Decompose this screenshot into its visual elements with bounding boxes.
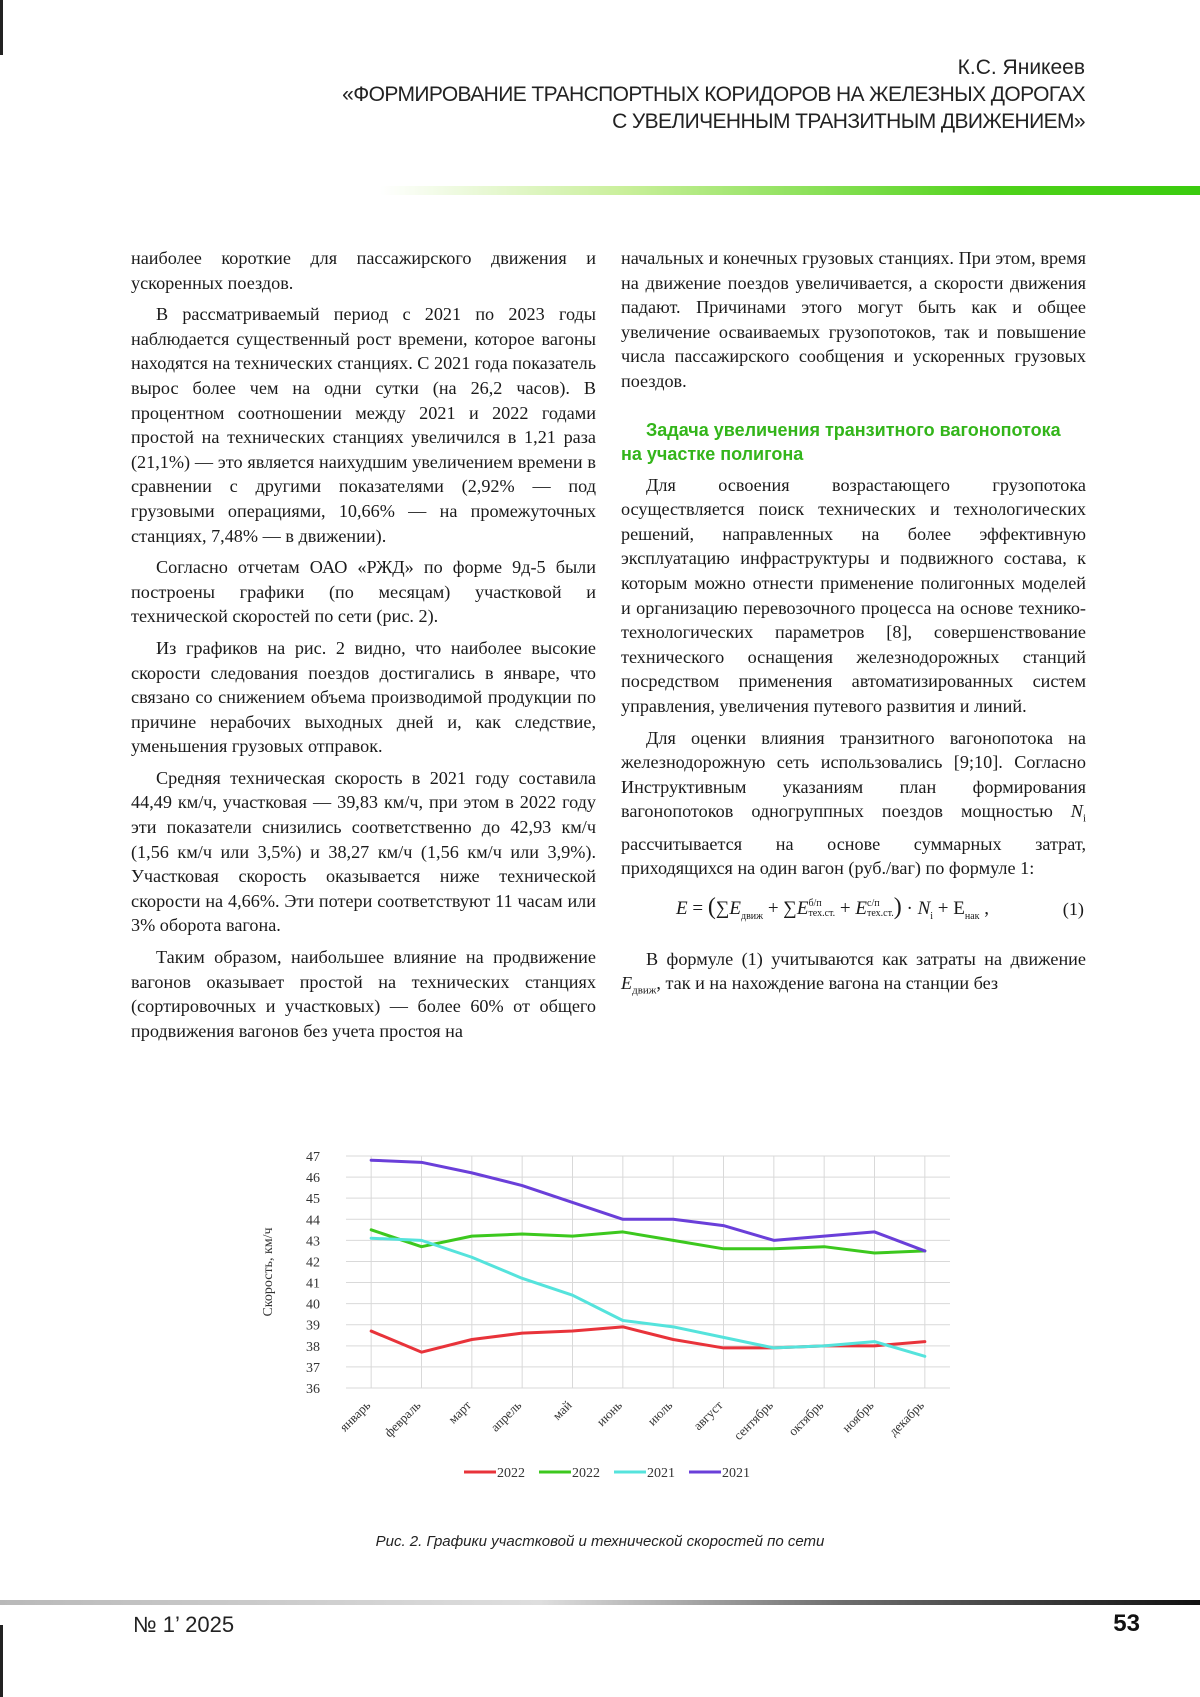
legend-label: 2022 [572, 1466, 600, 1481]
y-tick-label: 40 [306, 1297, 320, 1313]
paragraph: Согласно отчетам ОАО «РЖД» по форме 9д-5 были построены графики (по месяцам) участковой и технической скоростей по сети (рис. 2). [131, 557, 596, 627]
footer-issue: № 1’ 2025 [133, 1612, 235, 1637]
x-tick-label: апрель [487, 1397, 525, 1435]
y-tick-label: 45 [306, 1192, 320, 1208]
x-tick-label: июнь [593, 1397, 625, 1430]
crop-mark [0, 0, 3, 55]
paragraph [621, 947, 1086, 1004]
figure-caption: Рис. 2. Графики участковой и технической скоростей по сети [375, 1533, 825, 1550]
text-run: Для оценки влияния транзитного вагонопотока на железнодорожную сеть использовались [9;10]. Согласно Инструктивным указаниям план формирования вагонопотоков одногруппных поездов мощностью [621, 727, 1086, 822]
running-header [342, 54, 1085, 135]
paragraph: начальных и конечных грузовых станциях. При этом, время на движение поездов увеличивается, а скорости движения падают. Причинами этого могут быть как и общее увеличение осваиваемых грузопотоков, так и повышение числа пассажирского сообщения и ускоренных грузовых поездов. [621, 248, 1086, 391]
y-tick-label: 44 [306, 1213, 320, 1229]
chart-svg [248, 1138, 968, 1493]
variable: N [1070, 801, 1083, 822]
paragraph: Средняя техническая скорость в 2021 году составила 44,49 км/ч, участковая — 39,83 км/ч, при этом в 2022 году эти показатели снизились соответственно до 42,93 км/ч (1,56 км/ч или 3,5%) и 38,27 км/ч (1,56 км/ч или 3,9%). Участковая скорость оказывается ниже технической скорости на 4,66%. Эти потери соответствуют 11 часам или 3% оборота вагона. [131, 767, 596, 936]
header-author: К.С. Яникеев [957, 56, 1085, 79]
y-tick-label: 41 [306, 1276, 320, 1292]
x-tick-label: октябрь [785, 1397, 827, 1439]
x-tick-label: сентябрь [730, 1397, 776, 1443]
variable: E [621, 973, 633, 994]
y-tick-label: 36 [306, 1382, 320, 1397]
text-run: В формуле (1) учитываются как затраты на движение [646, 948, 1086, 969]
x-tick-label: ноябрь [838, 1397, 877, 1436]
paragraph: Из графиков на рис. 2 видно, что наиболее высокие скорости следования поездов достигались в январе, что связано со снижением объема производимой продукции по причине нерабочих выходных дней и, как следствие, уменьшения грузовых отправок. [131, 637, 596, 757]
y-tick-label: 39 [306, 1318, 320, 1334]
y-tick-label: 37 [306, 1360, 320, 1376]
y-tick-label: 42 [306, 1255, 320, 1271]
speed-chart [248, 1138, 968, 1493]
header-title-line-1: «ФОРМИРОВАНИЕ ТРАНСПОРТНЫХ КОРИДОРОВ НА ЖЕЛЕЗНЫХ ДОРОГАХ [342, 83, 1085, 106]
paragraph: Для освоения возрастающего грузопотока осуществляется поиск технических и технологических решений, направленных на более эффективную эксплуатацию инфраструктуры и подвижного состава, к которым можно отнести применение полигонных моделей и организацию перевозочного процесса на основе технико-технологических параметров [8], совершенствование технического оснащения железнодорожных станций посредством применения автоматизированных систем управления, увеличения путевого развития и линий. [621, 474, 1086, 716]
y-axis-label: Скорость, км/ч [261, 1227, 276, 1317]
text-run: , так и на нахождение вагона на станции без [656, 973, 999, 994]
legend-label: 2021 [647, 1466, 675, 1481]
header-title-line-2: С УВЕЛИЧЕННЫМ ТРАНЗИТНЫМ ДВИЖЕНИЕМ» [612, 110, 1085, 133]
y-tick-label: 43 [306, 1234, 320, 1250]
x-tick-label: январь [336, 1397, 374, 1435]
header-gradient-bar [380, 186, 1200, 195]
x-tick-label: июль [644, 1397, 676, 1429]
paragraph [621, 726, 1086, 881]
formula-1 [621, 895, 1086, 925]
crop-mark [0, 1625, 3, 1697]
page-number: 53 [1113, 1610, 1140, 1637]
series-line-3 [371, 1238, 925, 1356]
section-heading: Задача увеличения транзитного вагонопотока на участке полигона [621, 419, 1061, 464]
paragraph: наиболее короткие для пассажирского движения и ускоренных поездов. [131, 248, 596, 293]
x-tick-label: май [549, 1397, 575, 1423]
formula-expression: $E = (\sum E_{движ} + \sum Eб/п$ тех.ст. + Eс/п $тех.ст.) \cdot N_i + Е_{нак}$ , [676, 893, 990, 922]
paragraph: Таким образом, наибольшее влияние на продвижение вагонов оказывает простой на технических станциях (сортировочных и участковых) — более 60% от общего продвижения вагонов без учета простоя на [131, 947, 596, 1041]
left-column [131, 246, 596, 1043]
x-tick-label: февраль [381, 1397, 424, 1441]
paragraph: В рассматриваемый период с 2021 по 2023 годы наблюдается существенный рост времени, которое вагоны находятся на технических станциях. С 2021 года показатель вырос более чем на одни сутки (на 26,2 часов). В процентном соотношении между 2021 и 2022 годами простой на технических станциях увеличился в 1,21 раза (21,1%) — это является наихудшим увеличением времени в сравнении с другими показателями (2,92% — под грузовыми операциями, 10,66% — на промежуточных станциях, 7,48% — в движении). [131, 304, 596, 546]
x-tick-label: март [445, 1397, 474, 1427]
formula-number: (1) [1062, 898, 1084, 919]
y-tick-label: 47 [306, 1150, 320, 1165]
text-run: рассчитывается на основе суммарных затрат, приходящихся на один вагон (руб./ваг) по формуле 1: [621, 833, 1086, 879]
variable-subscript: i [1082, 812, 1086, 825]
right-column [621, 246, 1086, 1004]
legend-label: 2022 [497, 1466, 525, 1481]
series-line-1 [371, 1327, 925, 1352]
y-tick-label: 46 [306, 1171, 320, 1187]
y-tick-label: 38 [306, 1339, 320, 1355]
variable-subscript: движ [632, 984, 657, 997]
x-tick-label: август [690, 1397, 726, 1434]
legend-label: 2021 [722, 1466, 750, 1481]
footer-rule [0, 1600, 1200, 1605]
x-tick-label: декабрь [885, 1397, 927, 1439]
